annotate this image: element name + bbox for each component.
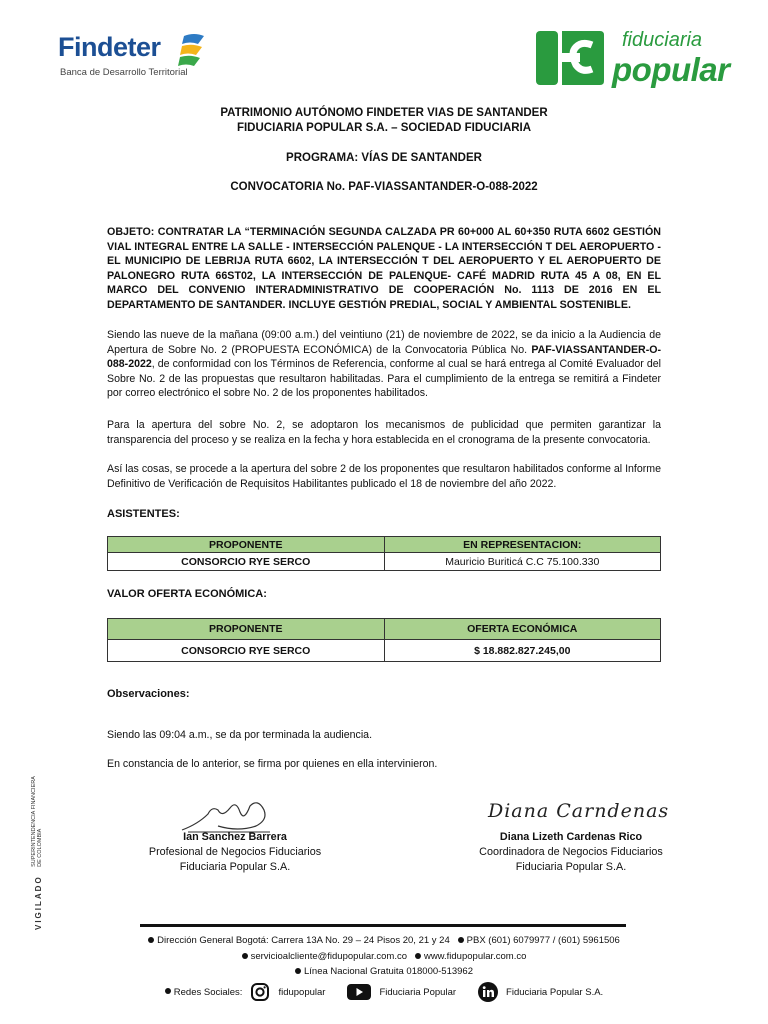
proponente-cell: CONSORCIO RYE SERCO xyxy=(108,640,385,662)
vigilado-side-label xyxy=(28,776,46,930)
left-signer-name: Ian Sanchez Barrera xyxy=(183,831,287,843)
footer-web[interactable]: www.fidupopular.com.co xyxy=(423,951,527,962)
table-header-row xyxy=(108,537,661,553)
left-signer-org: Fiduciaria Popular S.A. xyxy=(179,861,291,873)
redes-label xyxy=(165,987,243,998)
title-line2: FIDUCIARIA POPULAR S.A. – SOCIEDAD FIDUCIARIA xyxy=(236,122,532,134)
popular-line2: popular xyxy=(612,51,730,88)
table-header-row xyxy=(108,619,661,640)
convocatoria-title: CONVOCATORIA No. PAF-VIASSANTANDER-O-088-2022 xyxy=(230,181,538,193)
proponente-cell: CONSORCIO RYE SERCO xyxy=(108,553,385,571)
apertura-text-1: Siendo las nueve de la mañana (09:00 a.m.) del veintiuno (21) de noviembre de 2022, se da inicio a la Audiencia de Apertura de Sobre No. 2 (PROPUESTA ECONÓMICA) de la Convocatoria Pública No. xyxy=(107,329,661,356)
linkedin-page[interactable]: Fiduciaria Popular S.A. xyxy=(506,986,604,998)
closing-time-text: Siendo las 09:04 a.m., se da por terminada la audiencia. xyxy=(107,729,373,741)
bullet-icon xyxy=(415,953,421,959)
superintendencia-text xyxy=(31,776,43,867)
fiduciaria-popular-logo xyxy=(534,27,748,91)
findeter-name: Findeter xyxy=(58,32,161,62)
right-signer-org: Fiduciaria Popular S.A. xyxy=(515,861,627,873)
table-row xyxy=(108,553,661,571)
programa-title: PROGRAMA: VÍAS DE SANTANDER xyxy=(286,152,482,164)
superintendencia-line2: DE COLOMBIA xyxy=(36,828,43,867)
youtube-icon[interactable] xyxy=(347,983,371,1001)
footer-address-line xyxy=(0,935,768,946)
footer-phone: PBX (601) 6079977 / (601) 5961506 xyxy=(466,935,620,946)
left-signature-block xyxy=(120,830,350,875)
representante-cell: Mauricio Buriticá C.C 75.100.330 xyxy=(384,553,661,571)
bullet-icon xyxy=(458,937,464,943)
constancia-text: En constancia de lo anterior, se firma por quienes en ella intervinieron. xyxy=(107,758,438,770)
footer-linea-text: Línea Nacional Gratuita 018000-513962 xyxy=(303,966,473,977)
asistentes-table xyxy=(107,536,661,571)
left-signer-role: Profesional de Negocios Fiduciarios xyxy=(148,846,322,858)
column-header: PROPONENTE xyxy=(108,619,385,640)
instagram-icon[interactable] xyxy=(250,982,270,1002)
linkedin-icon[interactable] xyxy=(478,982,498,1002)
findeter-tagline: Banca de Desarrollo Territorial xyxy=(60,67,188,78)
habilitados-paragraph: Así las cosas, se procede a la apertura del sobre 2 de los proponentes que resultaron habilitados conforme al Informe Definitivo de Verificación de Requisitos Habilitantes publicado el 18 de noviembre del año 2022. xyxy=(107,463,661,490)
youtube-channel[interactable]: Fiduciaria Popular xyxy=(379,986,457,998)
right-signer-name: Diana Lizeth Cardenas Rico xyxy=(499,831,643,843)
valor-oferta-table xyxy=(107,618,661,662)
apertura-paragraph xyxy=(107,328,661,401)
footer-divider xyxy=(140,924,626,927)
redes-label-text: Redes Sociales: xyxy=(173,986,243,998)
bullet-icon xyxy=(295,968,301,974)
asistentes-label: ASISTENTES: xyxy=(107,508,180,520)
column-header: EN REPRESENTACION: xyxy=(384,537,661,553)
observaciones-label: Observaciones: xyxy=(107,688,190,700)
right-signature-handwriting: Diana Carndenas xyxy=(488,800,670,822)
objeto-paragraph: OBJETO: CONTRATAR LA “TERMINACIÓN SEGUNDA CALZADA PR 60+000 AL 60+350 RUTA 6602 GESTIÓN VIAL INTEGRAL ENTRE LA SALLE - INTERSECCIÓN PALENQUE - LA INTERSECCIÓN T DEL AEROPUERTO - EL MUNICIPIO DE LEBRIJA RUTA 6602, LA INTERSECCIÓN T DEL AEROPUERTO Y EL AEROPUERTO DE PALONEGRO RUTA 66ST02, LA INTERSECCIÓN DE PALENQUE- CAFÉ MADRID RUTA 45 A 08, EN EL MARCO DEL CONVENIO INTERADMINISTRATIVO DE COOPERACIÓN No. 1113 DE 2016 EN EL DEPARTAMENTO DE SANTANDER. INCLUYE GESTIÓN PREDIAL, SOCIAL Y AMBIENTAL SOSTENIBLE. xyxy=(107,226,661,311)
findeter-flag-icon xyxy=(178,32,208,70)
footer-email[interactable]: servicioalcliente@fidupopular.com.co xyxy=(250,951,408,962)
right-signer-role: Coordinadora de Negocios Fiduciarios xyxy=(479,846,663,858)
footer-contact-line xyxy=(0,951,768,962)
table-row xyxy=(108,640,661,662)
convocatoria-code: PAF-VIASSANTANDER-O-088-2022 xyxy=(107,343,661,370)
footer-social-line xyxy=(0,982,768,1002)
bullet-icon xyxy=(165,988,171,994)
apertura-text-2: , de conformidad con los Términos de Referencia, conforme al cual se hará entrega al Comité Evaluador del Sobre No. 2 de las propuestas que resultaron habilitadas. Para el cumplimiento de la entrega se remitirá a Findeter por correo electrónico el sobre No. 2 de los proponentes habilitados. xyxy=(107,358,661,399)
title-line1: PATRIMONIO AUTÓNOMO FINDETER VIAS DE SANTANDER xyxy=(220,107,548,119)
popular-line1: fiduciaria xyxy=(622,29,703,51)
bullet-icon xyxy=(242,953,248,959)
findeter-logo xyxy=(58,30,218,82)
column-header: PROPONENTE xyxy=(108,537,385,553)
valor-oferta-label: VALOR OFERTA ECONÓMICA: xyxy=(107,588,267,600)
oferta-cell: $ 18.882.827.245,00 xyxy=(384,640,661,662)
instagram-handle[interactable]: fidupopular xyxy=(278,986,326,998)
superintendencia-line1: SUPERINTENDENCIA FINANCIERA xyxy=(30,776,37,867)
column-header: OFERTA ECONÓMICA xyxy=(384,619,661,640)
bullet-icon xyxy=(148,937,154,943)
popular-emblem-icon xyxy=(534,27,606,89)
publicidad-paragraph: Para la apertura del sobre No. 2, se adoptaron los mecanismos de publicidad que permiten garantizar la transparencia del proceso y se realiza en la fecha y hora establecida en el cronograma de la presente convocatoria. xyxy=(107,419,661,446)
vigilado-text: VIGILADO xyxy=(34,875,43,930)
footer-linea-nacional xyxy=(0,966,768,977)
right-signature-block xyxy=(456,830,686,875)
footer-address: Dirección General Bogotá: Carrera 13A No. 29 – 24 Pisos 20, 21 y 24 xyxy=(157,935,450,946)
